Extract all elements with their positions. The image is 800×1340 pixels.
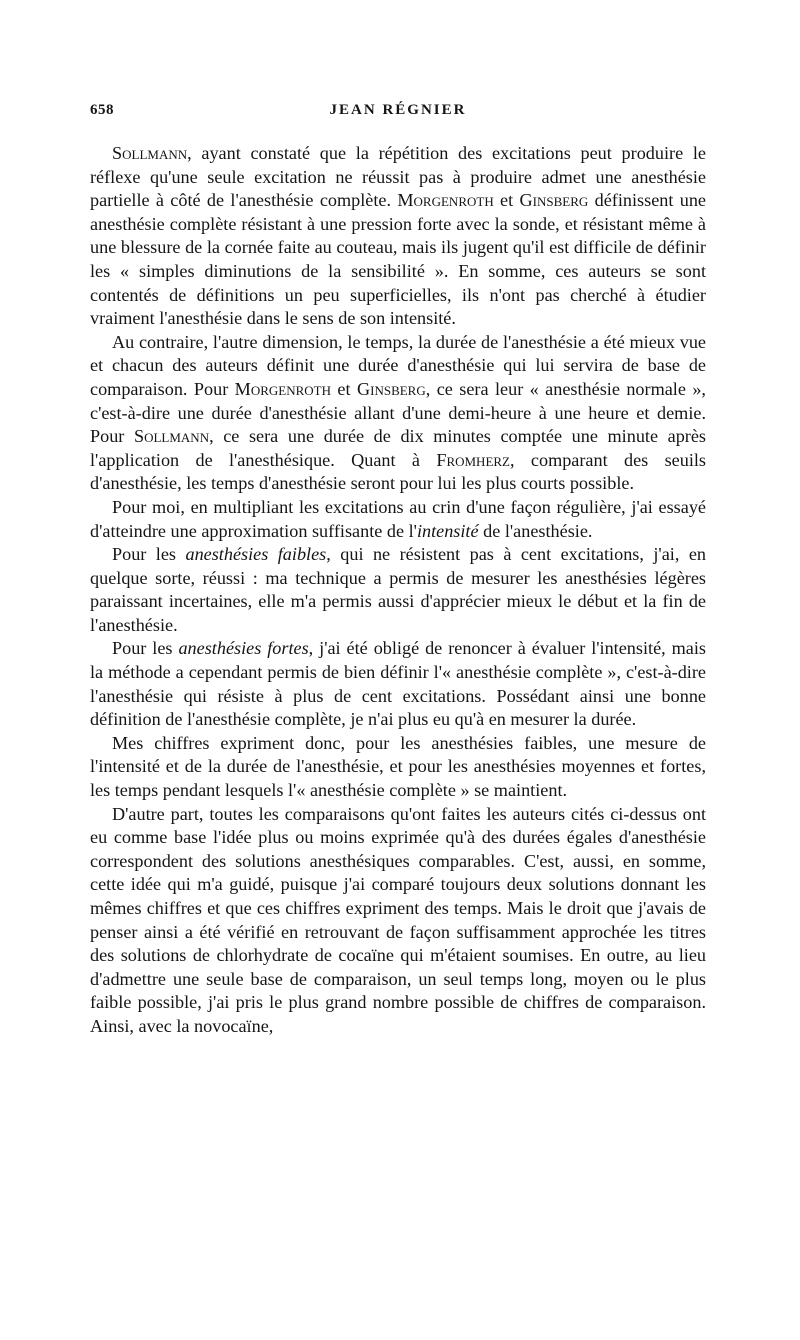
text-run: , ayant constaté que la répétition des excitations peut produire le réflexe qu'une seule excitation ne réussit pas à produire admet une anesthésie partielle à côté de l'anesthésie complète. <box>90 143 706 211</box>
emphasis-text: anesthésies faibles <box>185 544 327 565</box>
author-name: Morgenroth <box>397 190 494 211</box>
text-run: de l'anesthésie. <box>478 520 593 541</box>
author-name: Ginsberg <box>519 190 589 211</box>
text-run: définissent une anesthésie complète résistant à une pression forte avec la sonde, et résistant même à une blessure de la cornée faite au couteau, mais ils jugent qu'il est difficile de définir les « simples diminutions de la sensibilité ». En somme, ces auteurs se sont contentés de définitions un peu superficielles, ils n'ont pas cherché à étudier vraiment l'anesthésie dans le sens de son intensité. <box>90 190 706 329</box>
author-name: Sollmann <box>112 143 188 163</box>
paragraph <box>90 331 706 496</box>
text-run: et <box>331 378 357 399</box>
emphasis-text: intensité <box>416 520 479 541</box>
author-name: Ginsberg <box>356 378 426 399</box>
text-run: Mes chiffres expriment donc, pour les anesthésies faibles, une mesure de l'intensité et de la durée de l'anesthésie, et pour les anesthésies moyennes et fortes, les temps pendant lesquels l'« anesthésie complète » se maintient. <box>90 732 706 801</box>
text-run: Au contraire, l'autre dimension, le temps, la durée de l'anesthésie a été mieux vue et chacun des auteurs définit une durée d'anesthésie qui lui servira de base de comparaison. Pour <box>90 331 706 399</box>
paragraph <box>90 543 706 637</box>
paragraph <box>90 496 706 543</box>
paragraph <box>90 803 706 1039</box>
emphasis-text: anesthésies fortes <box>178 638 309 659</box>
text-run: Pour les <box>112 544 186 565</box>
text-run: Pour moi, en multipliant les excitations au crin d'une façon régulière, j'ai essayé d'atteindre une approximation suffisante de l' <box>90 496 706 541</box>
text-run: , ce sera une durée de dix minutes comptée une minute après l'application de l'anesthésique. Quant à <box>90 426 707 470</box>
page-header <box>90 102 706 126</box>
text-run: et <box>493 190 520 211</box>
author-name: Fromherz <box>436 449 511 470</box>
paragraph <box>90 732 706 803</box>
paragraph <box>90 142 706 331</box>
running-head: JEAN RÉGNIER <box>329 102 467 118</box>
author-name: Sollmann <box>133 426 210 447</box>
text-run: , qui ne résistent pas à cent excitations, j'ai, en quelque sorte, réussi : ma technique a permis de mesurer les anesthésies légères paraissant incertaines, elle m'a permis aussi d'apprécier mieux le début et la fin de l'anesthésie. <box>90 544 706 635</box>
text-run: , j'ai été obligé de renoncer à évaluer l'intensité, mais la méthode a cependant permis de bien définir l'« anesthésie complète », c'est-à-dire l'anesthésie qui résiste à plus de cent excitations. Possédant ainsi une bonne définition de l'anesthésie complète, je n'ai plus eu qu'à en mesurer la durée. <box>90 638 706 730</box>
text-run: , comparant des seuils d'anesthésie, les temps d'anesthésie seront pour lui les plus courts possible. <box>90 449 707 494</box>
paragraph <box>90 637 706 731</box>
text-run: D'autre part, toutes les comparaisons qu'ont faites les auteurs cités ci-dessus ont eu comme base l'idée plus ou moins exprimée qu'à des durées égales d'anesthésie correspondent des solutions anesthésiques comparables. C'est, aussi, en somme, cette idée qui m'a guidé, puisque j'ai comparé toujours deux solutions donnant les mêmes chiffres et que ces chiffres expriment des temps. Mais le droit que j'avais de penser ainsi a été vérifié en retrouvant de façon suffisamment approchée les titres des solutions de chlorhydrate de cocaïne qui m'étaient soumises. En outre, au lieu d'admettre une seule base de comparaison, un seul temps long, moyen ou le plus faible possible, j'ai pris le plus grand nombre possible de chiffres de comparaison. Ainsi, avec la novocaïne, <box>90 803 706 1036</box>
body-text <box>90 142 706 1039</box>
page-number: 658 <box>90 102 114 118</box>
text-run: Pour les <box>112 638 179 659</box>
text-run: , ce sera leur « anesthésie normale », c'est-à-dire une durée d'anesthésie allant d'une demi-heure à une heure et demie. Pour <box>90 378 706 447</box>
author-name: Morgenroth <box>234 378 332 399</box>
